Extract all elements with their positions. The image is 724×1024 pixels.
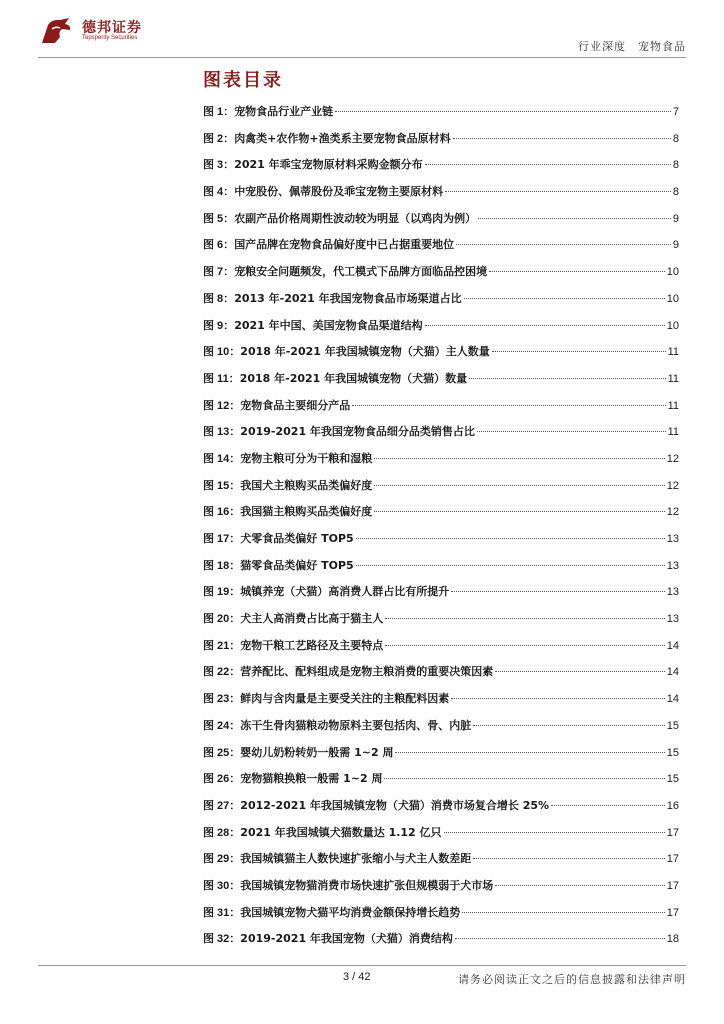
figure-number: 图 2：	[203, 132, 235, 145]
company-logo	[38, 15, 168, 47]
figure-caption: 2021 年中国、美国宠物食品渠道结构	[234, 318, 423, 332]
dot-leader	[495, 671, 664, 672]
toc-entry[interactable]	[203, 610, 679, 637]
figure-caption: 我国犬主粮购买品类偏好度	[240, 478, 373, 492]
toc-entry[interactable]	[203, 690, 679, 717]
toc-entry[interactable]	[203, 850, 679, 877]
toc-entry[interactable]	[203, 423, 679, 450]
figure-number: 图 24：	[203, 719, 241, 732]
figure-number: 图 9：	[203, 319, 235, 332]
figure-number: 图 19：	[203, 586, 241, 599]
figure-number: 图 32：	[203, 933, 241, 946]
dot-leader	[451, 698, 664, 699]
legal-disclaimer: 请务必阅读正文之后的信息披露和法律声明	[458, 973, 686, 986]
toc-page-number: 11	[667, 346, 679, 359]
page-title: 图表目录	[203, 70, 283, 91]
figure-caption: 农副产品价格周期性波动较为明显（以鸡肉为例）	[234, 211, 477, 225]
figure-number: 图 5：	[203, 212, 235, 225]
footer-divider	[38, 965, 686, 966]
toc-page-number: 10	[666, 292, 679, 305]
figure-caption: 婴幼儿奶粉转奶一般需 1~2 周	[240, 745, 394, 759]
toc-page-number: 13	[666, 613, 679, 626]
figure-number: 图 27：	[203, 799, 241, 812]
toc-entry-title	[203, 583, 449, 599]
toc-entry-title	[203, 690, 449, 706]
toc-entry-title	[203, 263, 487, 279]
figure-caption: 冻干生骨肉猫粮动物原料主要包括肉、骨、内脏	[240, 718, 472, 732]
figure-number: 图 23：	[203, 693, 241, 706]
dot-leader	[385, 645, 664, 646]
dot-leader	[356, 565, 665, 566]
toc-entry-title	[203, 477, 372, 493]
toc-page-number: 9	[672, 212, 679, 225]
toc-entry[interactable]	[203, 557, 679, 584]
toc-entry-title	[203, 210, 476, 226]
toc-entry-title	[203, 343, 490, 359]
toc-entry-title	[203, 450, 372, 466]
figure-caption: 犬主人高消费占比高于猫主人	[240, 612, 384, 626]
toc-page-number: 7	[672, 106, 679, 118]
dot-leader	[464, 298, 665, 299]
toc-entry-title	[203, 717, 471, 733]
dot-leader	[473, 725, 664, 726]
figure-number: 图 7：	[203, 266, 235, 279]
figure-number: 图 28：	[203, 826, 241, 839]
figure-caption: 我国城镇宠物犬猫平均消费金额保持增长趋势	[240, 905, 461, 919]
figure-caption: 宠物食品行业产业链	[234, 105, 334, 118]
logo-chinese-name: 德邦证券	[82, 20, 142, 36]
figure-caption: 国产品牌在宠物食品偏好度中已占据重要地位	[234, 238, 455, 252]
toc-entry[interactable]	[203, 130, 679, 157]
figure-number: 图 17：	[203, 533, 241, 545]
figure-caption: 我国城镇猫主人数快速扩张缩小与犬主人数差距	[240, 852, 472, 866]
toc-entry-title	[203, 236, 454, 252]
toc-entry-title	[203, 610, 383, 626]
toc-entry[interactable]	[203, 904, 679, 931]
toc-entry[interactable]	[203, 930, 679, 957]
dot-leader	[451, 591, 664, 592]
dot-leader	[352, 405, 665, 406]
toc-entry[interactable]	[203, 637, 679, 664]
toc-entry[interactable]	[203, 797, 679, 824]
toc-page-number: 8	[672, 132, 679, 145]
toc-entry-title	[203, 744, 393, 760]
toc-entry[interactable]	[203, 317, 679, 344]
toc-entry[interactable]	[203, 583, 679, 610]
toc-entry-title	[203, 423, 475, 439]
dot-leader	[425, 164, 671, 165]
toc-entry[interactable]	[203, 824, 679, 851]
toc-page-number: 11	[667, 372, 679, 385]
toc-entry-title	[203, 370, 467, 386]
dot-leader	[335, 111, 671, 112]
toc-entry-title	[203, 877, 493, 893]
toc-entry-title	[203, 130, 451, 146]
figure-number: 图 15：	[203, 479, 241, 492]
toc-entry[interactable]	[203, 236, 679, 263]
toc-entry[interactable]	[203, 343, 679, 370]
figure-caption: 宠物食品主要细分产品	[240, 398, 351, 412]
toc-entry-title	[203, 637, 383, 653]
figure-caption: 2019-2021 年我国宠物食品细分品类销售占比	[240, 425, 475, 439]
toc-page-number: 14	[666, 639, 679, 652]
figure-caption: 中宠股份、佩蒂股份及乖宝宠物主要原材料	[234, 185, 444, 199]
toc-page-number: 13	[666, 559, 679, 572]
toc-page-number: 18	[666, 933, 679, 946]
toc-page-number: 11	[667, 426, 679, 439]
toc-entry-title	[203, 850, 471, 866]
toc-entry[interactable]	[203, 183, 679, 210]
toc-page-number: 15	[666, 719, 679, 732]
figure-caption: 城镇养宠（犬猫）高消费人群占比有所提升	[240, 585, 450, 599]
dot-leader	[384, 778, 664, 779]
toc-page-number: 10	[666, 266, 679, 279]
toc-entry-title	[203, 797, 549, 813]
figure-caption: 猫零食品类偏好 TOP5	[240, 558, 354, 572]
figure-number: 图 10：	[203, 346, 241, 359]
toc-page-number: 10	[666, 319, 679, 332]
page-number: 3 / 42	[343, 971, 371, 983]
figure-number: 图 13：	[203, 426, 241, 439]
figure-caption: 我国猫主粮购买品类偏好度	[240, 505, 373, 519]
figure-number: 图 26：	[203, 773, 241, 786]
toc-page-number: 17	[666, 826, 679, 839]
toc-entry-title	[203, 530, 354, 546]
figure-number: 图 12：	[203, 399, 241, 412]
toc-entry[interactable]	[203, 503, 679, 530]
toc-entry-title	[203, 824, 442, 840]
figure-number: 图 18：	[203, 559, 241, 572]
figure-number: 图 22：	[203, 666, 241, 679]
toc-entry-title	[203, 930, 453, 946]
dot-leader	[374, 485, 664, 486]
figure-caption: 2019-2021 年我国宠物（犬猫）消费结构	[240, 932, 453, 946]
figure-caption: 2018 年-2021 年我国城镇宠物（犬猫）数量	[239, 371, 468, 385]
figure-number: 图 11：	[203, 372, 240, 385]
figure-caption: 我国城镇宠物猫消费市场快速扩张但规模弱于犬市场	[240, 878, 494, 892]
toc-entry[interactable]	[203, 156, 679, 183]
toc-entry[interactable]	[203, 744, 679, 771]
toc-page-number: 13	[666, 533, 679, 545]
dot-leader	[445, 191, 671, 192]
dot-leader	[489, 271, 665, 272]
toc-entry-title	[203, 503, 372, 519]
figure-caption: 宠物干粮工艺路径及主要特点	[240, 638, 384, 652]
figure-caption: 宠物主粮可分为干粮和湿粮	[240, 451, 373, 465]
figure-caption: 2021 年乖宝宠物原材料采购金额分布	[234, 158, 423, 172]
figure-number: 图 29：	[203, 853, 241, 866]
dot-leader	[469, 378, 665, 379]
dot-leader	[478, 218, 671, 219]
figure-number: 图 14：	[203, 452, 241, 465]
toc-page-number: 8	[672, 159, 679, 172]
toc-entry-title	[203, 156, 423, 172]
dot-leader	[453, 138, 671, 139]
dot-leader	[444, 832, 665, 833]
figure-caption: 2012-2021 年我国城镇宠物（犬猫）消费市场复合增长 25%	[240, 798, 550, 812]
toc-page-number: 15	[666, 746, 679, 759]
toc-entry[interactable]	[203, 770, 679, 797]
toc-entry[interactable]	[203, 877, 679, 904]
dot-leader	[395, 752, 664, 753]
figure-number: 图 8：	[203, 292, 235, 305]
figure-number: 图 30：	[203, 879, 241, 892]
toc-page-number: 12	[666, 452, 679, 465]
figure-caption: 2021 年我国城镇犬猫数量达 1.12 亿只	[240, 825, 442, 839]
toc-page-number: 14	[666, 666, 679, 679]
dot-leader	[456, 244, 671, 245]
figure-list	[203, 103, 679, 957]
figure-number: 图 20：	[203, 613, 241, 626]
figure-caption: 犬零食品类偏好 TOP5	[240, 532, 354, 545]
toc-entry[interactable]	[203, 397, 679, 424]
report-category: 行业深度	[578, 40, 626, 53]
dot-leader	[551, 805, 665, 806]
toc-entry-title	[203, 557, 354, 573]
figure-caption: 宠粮安全问题频发，代工模式下品牌方面临品控困境	[234, 265, 488, 279]
toc-page-number: 14	[666, 693, 679, 706]
dot-leader	[462, 912, 664, 913]
dot-leader	[473, 858, 664, 859]
toc-page-number: 9	[672, 239, 679, 252]
dot-leader	[425, 325, 665, 326]
toc-entry[interactable]	[203, 477, 679, 504]
dot-leader	[374, 511, 664, 512]
toc-entry-title	[203, 770, 382, 786]
toc-entry[interactable]	[203, 370, 679, 397]
dot-leader	[492, 351, 666, 352]
toc-page-number: 17	[666, 906, 679, 919]
header-tags	[578, 38, 686, 54]
figure-number: 图 3：	[203, 159, 235, 172]
figure-number: 图 16：	[203, 506, 241, 519]
toc-page-number: 17	[666, 879, 679, 892]
dot-leader	[477, 431, 666, 432]
dragon-logo-icon	[38, 15, 74, 47]
toc-entry[interactable]	[203, 663, 679, 690]
figure-caption: 宠物猫粮换粮一般需 1~2 周	[240, 772, 383, 786]
toc-entry-title	[203, 317, 423, 333]
toc-entry[interactable]	[203, 530, 679, 557]
toc-entry-title	[203, 290, 462, 306]
dot-leader	[385, 618, 664, 619]
logo-english-name: Topsperity Securities	[82, 35, 138, 41]
figure-caption: 2018 年-2021 年我国城镇宠物（犬猫）主人数量	[240, 345, 490, 359]
dot-leader	[495, 885, 664, 886]
toc-entry[interactable]	[203, 103, 679, 130]
toc-entry[interactable]	[203, 450, 679, 477]
figure-caption: 鲜肉与含肉量是主要受关注的主粮配料因素	[240, 692, 450, 706]
toc-page-number: 12	[666, 479, 679, 492]
toc-page-number: 16	[666, 799, 679, 812]
toc-entry-title	[203, 904, 460, 920]
figure-number: 图 4：	[203, 186, 235, 199]
dot-leader	[356, 538, 665, 539]
figure-caption: 营养配比、配料组成是宠物主粮消费的重要决策因素	[240, 665, 494, 679]
figure-number: 图 21：	[203, 639, 241, 652]
toc-page-number: 8	[672, 186, 679, 199]
toc-entry-title	[203, 103, 333, 119]
toc-page-number: 13	[666, 586, 679, 599]
toc-entry[interactable]	[203, 290, 679, 317]
figure-number: 图 31：	[203, 906, 241, 919]
figure-number: 图 6：	[203, 239, 235, 252]
toc-entry-title	[203, 397, 350, 413]
report-sector: 宠物食品	[638, 40, 686, 53]
figure-number: 图 1：	[203, 106, 235, 118]
header-divider	[38, 57, 686, 58]
toc-entry-title	[203, 183, 443, 199]
figure-number: 图 25：	[203, 746, 241, 759]
toc-entry[interactable]	[203, 717, 679, 744]
dot-leader	[455, 938, 665, 939]
figure-caption: 2013 年-2021 年我国宠物食品市场渠道占比	[234, 291, 462, 305]
figure-caption: 肉禽类+农作物+渔类系主要宠物食品原材料	[234, 131, 451, 145]
toc-page-number: 15	[666, 773, 679, 786]
toc-entry-title	[203, 663, 493, 679]
toc-page-number: 12	[666, 506, 679, 519]
dot-leader	[374, 458, 664, 459]
toc-page-number: 11	[667, 399, 679, 412]
toc-entry[interactable]	[203, 263, 679, 290]
toc-page-number: 17	[666, 853, 679, 866]
toc-entry[interactable]	[203, 210, 679, 237]
